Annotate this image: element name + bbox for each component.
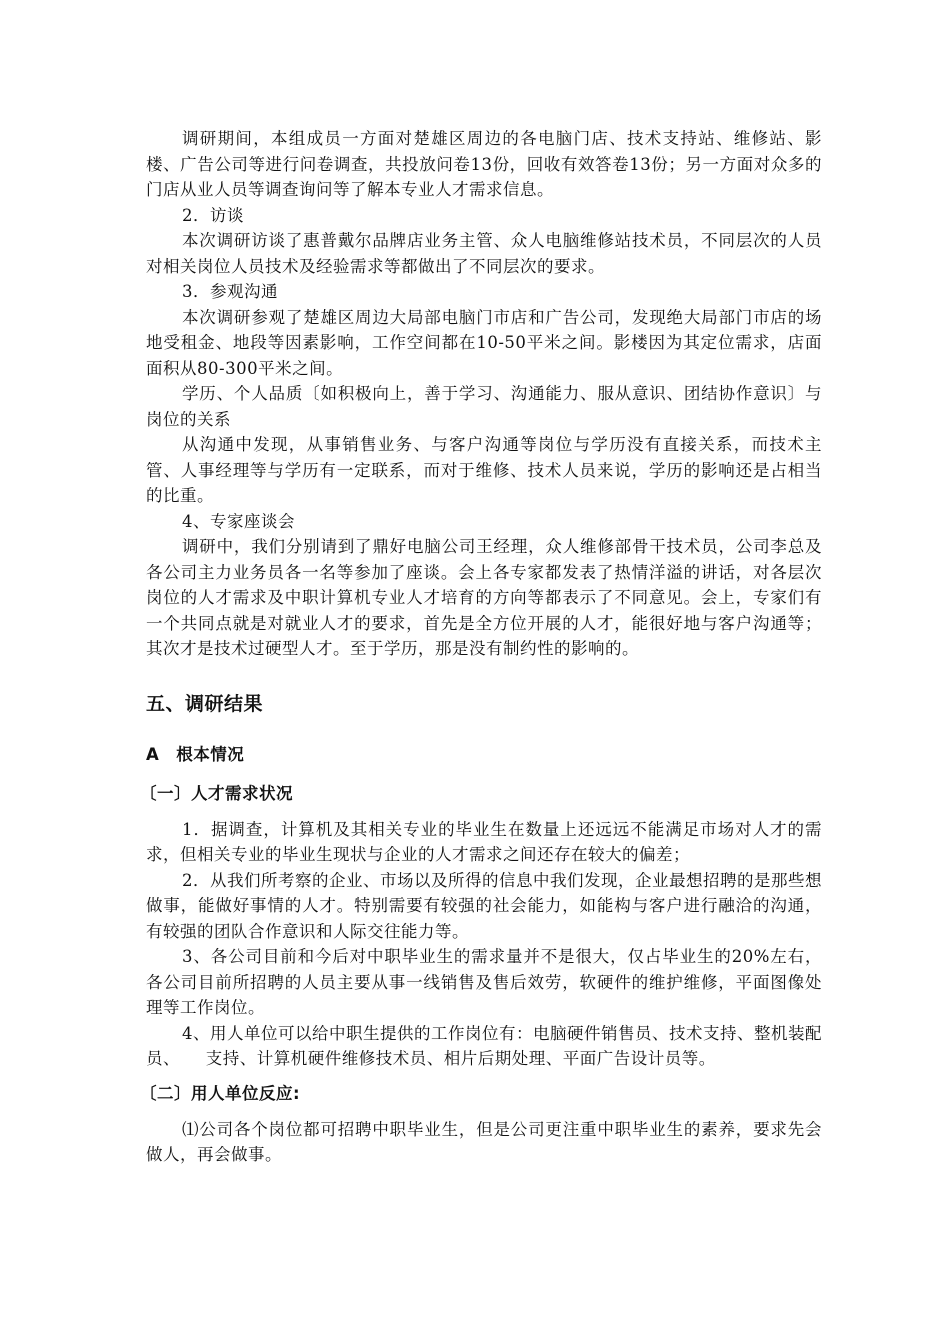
- paragraph-education-relation: 学历、个人品质〔如积极向上，善于学习、沟通能力、服从意识、团结协作意识〕与岗位的关系: [146, 384, 822, 429]
- paragraph-visit: 本次调研参观了楚雄区周边大局部电脑门市店和广告公司，发现绝大局部门市店的场地受租金、地段等因素影响，工作空间都在10-50平米之间。影楼因为其定位需求，店面面积从80-300平米之间。: [146, 307, 822, 378]
- part1-paragraph-2: 2．从我们所考察的企业、市场以及所得的信息中我们发现，企业最想招聘的是那些想做事，能做好事情的人才。特别需要有较强的社会能力，如能构与客户进行融洽的沟通，有较强的团队合作意识和人际交往能力等。: [146, 870, 822, 941]
- item-expert-panel-heading: 4、专家座谈会: [182, 511, 295, 531]
- part1-paragraph-4: 4、用人单位可以给中职生提供的工作岗位有：电脑硬件销售员、技术支持、整机装配员、 支持、计算机硬件维修技术员、相片后期处理、平面广告设计员等。: [146, 1023, 822, 1068]
- part1-paragraph-1: 1．据调查，计算机及其相关专业的毕业生在数量上还远远不能满足市场对人才的需求，但相关专业的毕业生现状与企业的人才需求之间还存在较大的偏差；: [146, 819, 822, 864]
- item-interview-heading: 2．访谈: [182, 205, 244, 225]
- part2-paragraph-1: ⑴公司各个岗位都可招聘中职毕业生，但是公司更注重中职毕业生的素养，要求先会做人，再会做事。: [146, 1119, 822, 1164]
- item-visit-heading: 3．参观沟通: [182, 282, 278, 301]
- paragraph-expert-panel: 调研中，我们分别请到了鼎好电脑公司王经理，众人维修部骨干技术员，公司李总及各公司主力业务员各一名等参加了座谈。会上各专家都发表了热情洋溢的讲话，对各层次岗位的人才需求及中职计算机专业人才培育的方向等都表示了不同意见。会上，专家们有一个共同点就是对就业人才的要求，首先是全方位开展的人才，能很好地与客户沟通等；其次才是技术过硬型人才。至于学历，那是没有制约性的影响的。: [146, 537, 822, 658]
- part2-title: 〔二〕用人单位反应:: [140, 1083, 301, 1103]
- paragraph-survey-method: 调研期间，本组成员一方面对楚雄区周边的各电脑门店、技术支持站、维修站、影楼、广告公司等进行问卷调查，共投放问卷13份，回收有效答卷13份；另一方面对众多的门店从业人员等调查询问等了解本专业人才需求信息。: [146, 129, 822, 199]
- section-title: 五、调研结果: [146, 692, 264, 715]
- paragraph-interview: 本次调研访谈了惠普戴尔品牌店业务主管、众人电脑维修站技术员，不同层次的人员对相关岗位人员技术及经验需求等都做出了不同层次的要求。: [146, 231, 822, 276]
- part1-paragraph-3: 3、各公司目前和今后对中职毕业生的需求量并不是很大，仅占毕业生的20%左右，各公司目前所招聘的人员主要从事一线销售及售后效劳，软硬件的维护维修，平面图像处理等工作岗位。: [146, 947, 822, 1017]
- subsection-title: A 根本情况: [146, 744, 245, 764]
- paragraph-communication-findings: 从沟通中发现，从事销售业务、与客户沟通等岗位与学历没有直接关系，而技术主管、人事经理等与学历有一定联系，而对于维修、技术人员来说，学历的影响还是占相当的比重。: [146, 435, 822, 505]
- document-body: [140, 126, 822, 1168]
- part1-title: 〔一〕人才需求状况: [140, 783, 293, 803]
